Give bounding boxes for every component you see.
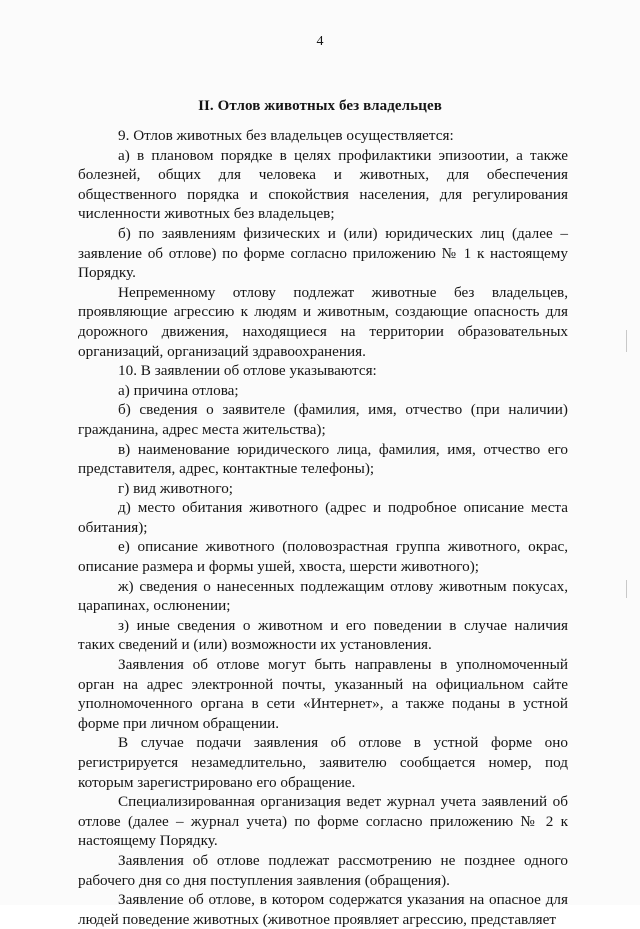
paragraph: Заявление об отлове, в котором содержатся указания на опасное для людей поведение животных (животное проявляет агрессию, представляет [78, 891, 568, 928]
paragraph: 9. Отлов животных без владельцев осуществляется: [118, 127, 454, 144]
paragraph: б) сведения о заявителе (фамилия, имя, отчество (при наличии) гражданина, адрес места жительства); [78, 401, 568, 438]
page-number: 4 [316, 34, 324, 49]
section-title: II. Отлов животных без владельцев [198, 98, 442, 114]
paragraph: д) место обитания животного (адрес и подробное описание места обитания); [78, 499, 568, 536]
scan-edge-mark [626, 580, 627, 598]
document-body [78, 126, 568, 929]
paragraph: ж) сведения о нанесенных подлежащим отлову животным покусах, царапинах, ослюнении; [78, 577, 568, 615]
paragraph: 10. В заявлении об отлове указываются: [118, 362, 377, 380]
paragraph: Специализированная организация ведет журнал учета заявлений об отлове (далее – журнал учета) по форме согласно приложению № 2 к настоящему Порядку. [78, 793, 568, 850]
paragraph: а) причина отлова; [118, 381, 239, 399]
paragraph: в) наименование юридического лица, фамилия, имя, отчество его представителя, адрес, контактные телефоны); [78, 440, 568, 478]
paragraph: Заявления об отлове подлежат рассмотрению не позднее одного рабочего дня со дня поступления заявления (обращения). [78, 851, 568, 889]
paragraph: з) иные сведения о животном и его поведении в случае наличия таких сведений и (или) возможности их установления. [78, 616, 568, 654]
paragraph: е) описание животного (половозрастная группа животного, окрас, описание размера и формы ушей, хвоста, шерсти животного); [78, 538, 568, 576]
paragraph: Заявления об отлове могут быть направлены в уполномоченный орган на адрес электронной почты, указанный на официальном сайте уполномоченного органа в сети «Интернет», а также поданы в устной форме при личном обращении. [78, 656, 568, 732]
paragraph: Непременному отлову подлежат животные без владельцев, проявляющие агрессию к людям и животным, создающие опасность для дорожного движения, находящиеся на территории образовательных организаций, организаций здравоохранения. [78, 283, 568, 360]
paragraph: г) вид животного; [118, 479, 234, 497]
paragraph: б) по заявлениям физических и (или) юридических лиц (далее – заявление об отлове) по форме согласно приложению № 1 к настоящему Порядку. [78, 224, 568, 282]
paragraph: В случае подачи заявления об отлове в устной форме оно регистрируется незамедлительно, заявителю сообщается номер, под которым зарегистрировано его обращение. [78, 734, 568, 791]
scan-edge-mark [626, 330, 627, 352]
paragraph: а) в плановом порядке в целях профилактики эпизоотии, а также болезней, общих для человека и животных, для обеспечения общественного порядка и спокойствия населения, для регулирования численности животных без владельцев; [78, 146, 568, 223]
